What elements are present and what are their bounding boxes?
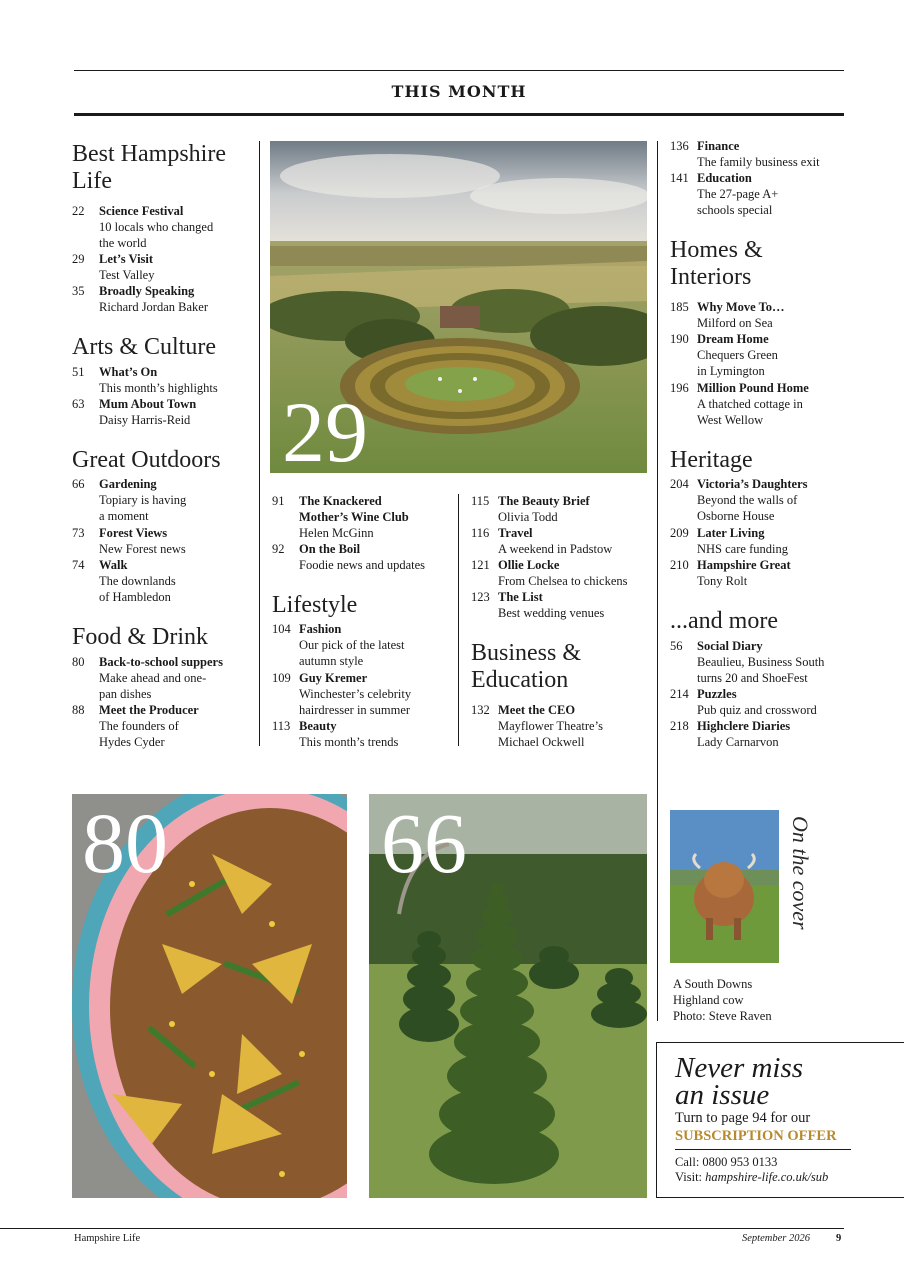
entry-desc: Richard Jordan Baker [99, 300, 208, 314]
section-title-business-education [471, 640, 651, 694]
entry-desc: of Hambledon [99, 590, 171, 604]
subscription-box[interactable] [656, 1042, 904, 1198]
entry-desc: Winchester’s celebrity [299, 687, 412, 701]
entry-headline: Victoria’s Daughters [697, 477, 808, 491]
entry-desc: Test Valley [99, 268, 155, 282]
section-title-text: Business & Education [471, 640, 582, 693]
entry-desc: Hydes Cyder [99, 735, 165, 749]
entry-desc: Mayflower Theatre’s [498, 719, 603, 733]
entry-headline: The Knackered [299, 494, 382, 508]
entry-desc: This month’s trends [299, 735, 399, 749]
section-title-text: Homes & Interiors [670, 237, 763, 290]
toc-entry[interactable] [670, 331, 850, 379]
toc-entry[interactable] [72, 525, 257, 557]
entry-desc: Olivia Todd [498, 510, 558, 524]
entry-desc: Helen McGinn [299, 526, 374, 540]
page-number: 104 [272, 622, 291, 636]
toc-entry[interactable] [272, 670, 457, 718]
page-number: 116 [471, 526, 490, 540]
subscription-offer-link[interactable]: SUBSCRIPTION OFFER [675, 1128, 837, 1144]
section-title-best-hampshire-life: Best Hampshire Life [72, 141, 226, 194]
entry-headline: Travel [498, 526, 533, 540]
page-number: 56 [670, 639, 683, 653]
toc-entry[interactable] [670, 170, 850, 218]
entry-headline: What’s On [99, 365, 158, 379]
toc-entry[interactable] [272, 541, 457, 573]
entry-desc: pan dishes [99, 687, 152, 701]
toc-entry[interactable] [72, 251, 257, 283]
entry-desc: The family business exit [697, 155, 820, 169]
visit-url[interactable]: hampshire-life.co.uk/sub [705, 1170, 829, 1184]
section-title-food-drink: Food & Drink [72, 624, 209, 650]
page-number: 121 [471, 558, 490, 572]
toc-entry[interactable] [670, 299, 850, 331]
entry-headline: Let’s Visit [99, 252, 154, 266]
toc-entry[interactable] [670, 718, 850, 750]
page-number: 204 [670, 477, 689, 491]
page-number: 91 [272, 494, 285, 508]
entry-desc: hairdresser in summer [299, 703, 411, 717]
entry-headline: Ollie Locke [498, 558, 560, 572]
entry-headline: Hampshire Great [697, 558, 791, 572]
toc-entry[interactable] [72, 203, 257, 251]
entry-desc: Beyond the walls of [697, 493, 798, 507]
page-number-80: 80 [82, 795, 168, 891]
top-rule-thin [74, 70, 844, 71]
toc-entry[interactable] [471, 589, 656, 621]
entry-desc: 10 locals who changed [99, 220, 214, 234]
section-title-homes-interiors [670, 237, 790, 291]
caption-line: Photo: Steve Raven [673, 1009, 772, 1023]
toc-entry[interactable] [72, 654, 257, 702]
page-number: 141 [670, 171, 689, 185]
entry-headline: Later Living [697, 526, 765, 540]
entry-desc: schools special [697, 203, 773, 217]
section-title-great-outdoors: Great Outdoors [72, 447, 221, 473]
entry-desc: Beaulieu, Business South [697, 655, 825, 669]
entry-headline: Guy Kremer [299, 671, 368, 685]
entry-headline: The List [498, 590, 543, 604]
cover-label: On the cover [788, 816, 813, 930]
food-dish-photo [72, 794, 347, 1198]
section-title-heritage: Heritage [670, 447, 753, 473]
entry-desc: Pub quiz and crossword [697, 703, 817, 717]
toc-entry[interactable] [670, 557, 850, 589]
entry-desc: The founders of [99, 719, 179, 733]
page-number: 29 [72, 252, 85, 266]
entry-headline: Social Diary [697, 639, 763, 653]
entry-desc: New Forest news [99, 542, 186, 556]
entry-desc: Lady Carnarvon [697, 735, 779, 749]
masthead-title: THIS MONTH [391, 82, 527, 101]
entry-headline: Forest Views [99, 526, 168, 540]
page-number-29: 29 [282, 384, 368, 473]
entry-desc: The 27-page A+ [697, 187, 779, 201]
entry-desc: Chequers Green [697, 348, 778, 362]
column-divider-2 [458, 494, 459, 746]
entry-desc: Tony Rolt [697, 574, 748, 588]
entry-headline: Puzzles [697, 687, 737, 701]
entry-headline: The Beauty Brief [498, 494, 590, 508]
entry-desc: turns 20 and ShoeFest [697, 671, 808, 685]
page-number: 132 [471, 703, 490, 717]
entry-headline: Education [697, 171, 752, 185]
page-number: 66 [72, 477, 85, 491]
entry-headline: Highclere Diaries [697, 719, 791, 733]
headline-line: Never miss [675, 1052, 804, 1084]
page-number-66: 66 [381, 795, 467, 891]
entry-headline: Million Pound Home [697, 381, 809, 395]
entry-desc: the world [99, 236, 147, 250]
subscribe-visit[interactable] [675, 1170, 828, 1185]
entry-headline: Meet the CEO [498, 703, 576, 717]
entry-headline: On the Boil [299, 542, 361, 556]
toc-entry[interactable] [670, 525, 850, 557]
entry-headline: Broadly Speaking [99, 284, 195, 298]
entry-desc: in Lymington [697, 364, 765, 378]
entry-desc: Topiary is having [99, 493, 187, 507]
toc-entry[interactable] [471, 557, 656, 589]
section-title-arts-culture: Arts & Culture [72, 334, 216, 360]
cover-caption [673, 976, 823, 1024]
entry-headline: Finance [697, 139, 740, 153]
entry-desc: Best wedding venues [498, 606, 605, 620]
page-number: 123 [471, 590, 490, 604]
page-number: 210 [670, 558, 689, 572]
entry-headline: Beauty [299, 719, 337, 733]
entry-desc: Osborne House [697, 509, 775, 523]
page-number: 218 [670, 719, 689, 733]
entry-headline: Mother’s Wine Club [299, 510, 409, 524]
toc-entry[interactable] [72, 476, 257, 524]
entry-headline: Walk [99, 558, 128, 572]
toc-entry[interactable] [670, 476, 850, 524]
page-number: 109 [272, 671, 291, 685]
caption-line: A South Downs [673, 977, 753, 991]
page-number: 51 [72, 365, 85, 379]
footer-date: September 2026 [742, 1233, 810, 1244]
cover-thumbnail-photo [670, 810, 779, 963]
entry-headline: Back-to-school suppers [99, 655, 223, 669]
entry-desc: Michael Ockwell [498, 735, 585, 749]
top-rule-thick [74, 113, 844, 116]
visit-label: Visit: [675, 1170, 706, 1184]
toc-entry[interactable] [72, 283, 257, 315]
page-number: 22 [72, 204, 85, 218]
entry-desc: Make ahead and one- [99, 671, 207, 685]
subscribe-turn-to: Turn to page 94 for our [675, 1110, 811, 1126]
column-divider-3 [657, 141, 658, 1021]
entry-desc: Milford on Sea [697, 316, 773, 330]
entry-headline: Why Move To… [697, 300, 785, 314]
entry-headline: Mum About Town [99, 397, 197, 411]
footer-page-number: 9 [836, 1233, 842, 1244]
page-number: 73 [72, 526, 85, 540]
entry-desc: a moment [99, 509, 149, 523]
entry-desc: The downlands [99, 574, 176, 588]
page-number: 35 [72, 284, 85, 298]
toc-entry[interactable] [471, 493, 656, 525]
entry-headline: Dream Home [697, 332, 769, 346]
page-number: 190 [670, 332, 689, 346]
section-title-lifestyle: Lifestyle [272, 592, 358, 618]
page-number: 88 [72, 703, 85, 717]
toc-entry[interactable] [670, 138, 850, 170]
page-number: 63 [72, 397, 85, 411]
entry-desc: A thatched cottage in [697, 397, 803, 411]
page-number: 80 [72, 655, 85, 669]
section-title-and-more: ...and more [670, 608, 778, 634]
entry-desc: This month’s highlights [99, 381, 218, 395]
entry-desc: autumn style [299, 654, 364, 668]
toc-entry[interactable] [72, 557, 257, 605]
entry-headline: Gardening [99, 477, 157, 491]
entry-desc: NHS care funding [697, 542, 788, 556]
entry-headline: Fashion [299, 622, 342, 636]
footer-publication: Hampshire Life [74, 1233, 141, 1244]
headline-line: an issue [675, 1079, 770, 1111]
toc-entry[interactable] [471, 525, 656, 557]
entry-desc: A weekend in Padstow [498, 542, 613, 556]
toc-entry[interactable] [272, 493, 457, 541]
toc-entry[interactable] [272, 718, 457, 750]
page-number: 113 [272, 719, 291, 733]
maze-aerial-photo [270, 141, 647, 473]
toc-entry[interactable] [272, 621, 457, 669]
page-number: 214 [670, 687, 689, 701]
entry-headline: Meet the Producer [99, 703, 199, 717]
page-number: 196 [670, 381, 689, 395]
toc-entry[interactable] [670, 380, 850, 428]
toc-entry[interactable] [72, 396, 257, 428]
toc-entry[interactable] [670, 638, 850, 686]
page-number: 115 [471, 494, 490, 508]
subscribe-divider [675, 1149, 851, 1150]
topiary-garden-photo [369, 794, 647, 1198]
toc-entry[interactable] [471, 702, 656, 750]
page-number: 74 [72, 558, 85, 572]
toc-entry[interactable] [72, 364, 257, 396]
entry-desc: West Wellow [697, 413, 764, 427]
entry-desc: From Chelsea to chickens [498, 574, 628, 588]
entry-desc: Daisy Harris-Reid [99, 413, 191, 427]
page-number: 136 [670, 139, 689, 153]
column-divider-1 [259, 141, 260, 746]
page-number: 92 [272, 542, 285, 556]
page-number: 209 [670, 526, 689, 540]
toc-entry[interactable] [72, 702, 257, 750]
page-number: 185 [670, 300, 689, 314]
toc-entry[interactable] [670, 686, 850, 718]
footer-rule [0, 1228, 844, 1229]
entry-desc: Our pick of the latest [299, 638, 405, 652]
entry-headline: Science Festival [99, 204, 184, 218]
subscribe-phone[interactable]: Call: 0800 953 0133 [675, 1155, 778, 1169]
subscribe-headline [675, 1052, 804, 1111]
caption-line: Highland cow [673, 993, 744, 1007]
entry-desc: Foodie news and updates [299, 558, 426, 572]
